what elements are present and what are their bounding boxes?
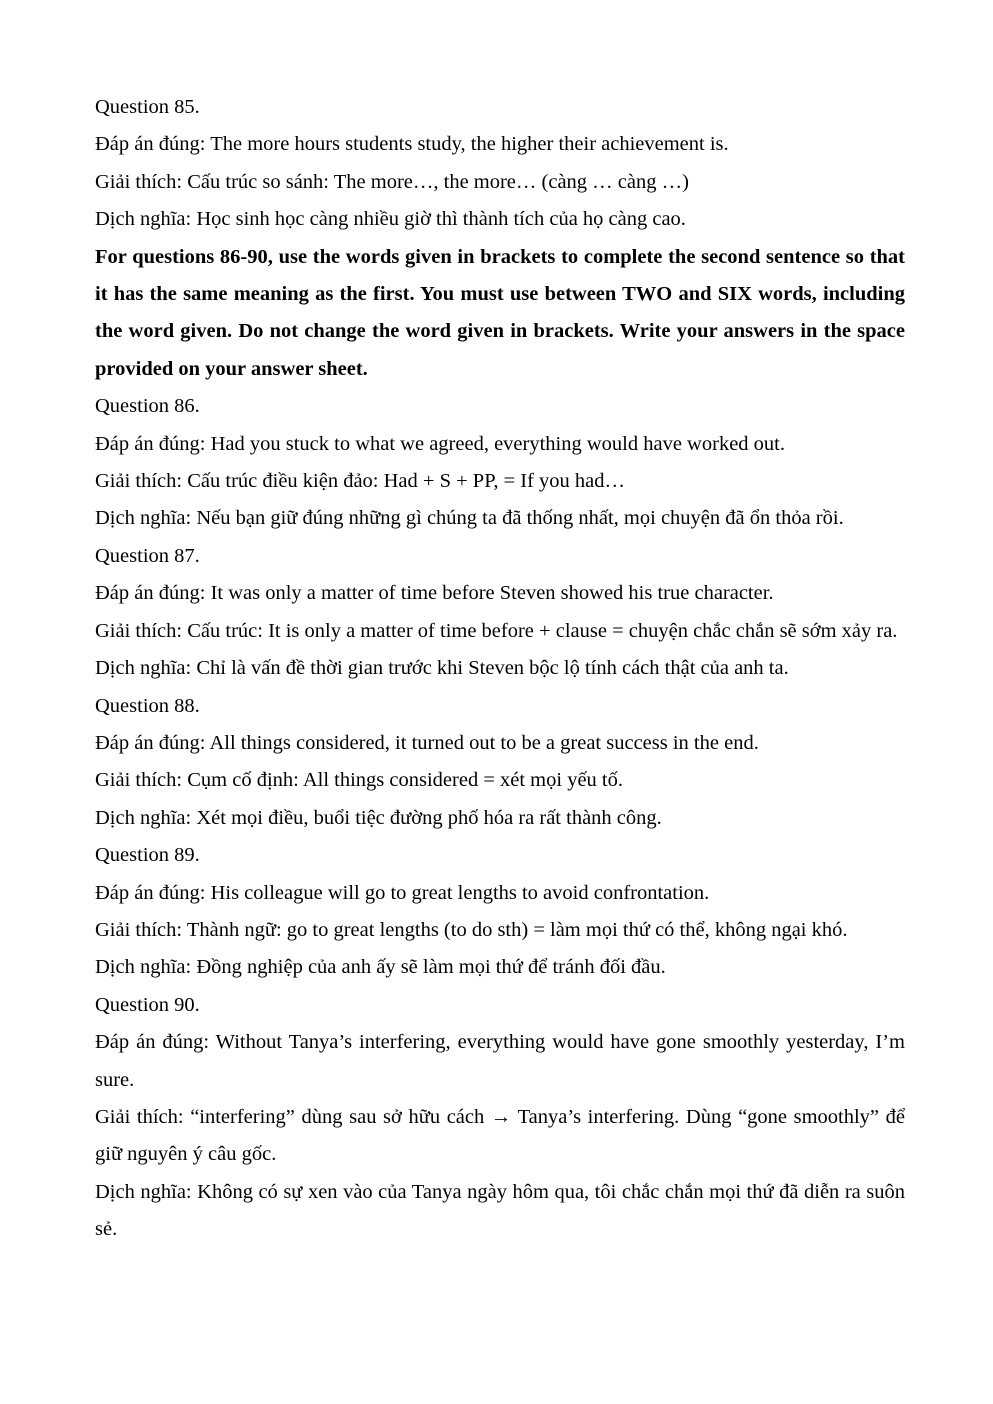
- question-87-block: [95, 538, 905, 688]
- translation: Dịch nghĩa: Không có sự xen vào của Tanya ngày hôm qua, tôi chắc chắn mọi thứ đã diễn ra suôn sẻ.: [95, 1180, 905, 1241]
- section-instructions: For questions 86-90, use the words given in brackets to complete the second sentence so that it has the same meaning as the first. You must use between TWO and SIX words, including the word given. Do not change the word given in brackets. Write your answers in the space provided on your answer sheet.: [95, 245, 905, 380]
- translation: Dịch nghĩa: Xét mọi điều, buổi tiệc đường phố hóa ra rất thành công.: [95, 806, 662, 829]
- correct-answer: Đáp án đúng: The more hours students study, the higher their achievement is.: [95, 133, 729, 156]
- explanation: Giải thích: Cấu trúc so sánh: The more…, the more… (càng … càng …): [95, 170, 689, 193]
- explanation: Giải thích: Cụm cố định: All things considered = xét mọi yếu tố.: [95, 769, 623, 792]
- question-heading: Question 90.: [95, 993, 200, 1016]
- question-89-block: [95, 837, 905, 987]
- correct-answer: Đáp án đúng: His colleague will go to great lengths to avoid confrontation.: [95, 881, 710, 904]
- question-86-block: [95, 388, 905, 538]
- translation: Dịch nghĩa: Học sinh học càng nhiều giờ thì thành tích của họ càng cao.: [95, 208, 686, 231]
- explanation: Giải thích: “interfering” dùng sau sở hữu cách → Tanya’s interfering. Dùng “gone smoothly” để giữ nguyên ý câu gốc.: [95, 1105, 905, 1166]
- question-85-block: [95, 89, 905, 239]
- explanation: Giải thích: Cấu trúc: It is only a matter of time before + clause = chuyện chắc chắn sẽ sớm xảy ra.: [95, 619, 898, 642]
- document-page: [95, 89, 905, 1249]
- translation: Dịch nghĩa: Nếu bạn giữ đúng những gì chúng ta đã thống nhất, mọi chuyện đã ổn thỏa rồi.: [95, 507, 844, 530]
- translation: Dịch nghĩa: Chỉ là vấn đề thời gian trước khi Steven bộc lộ tính cách thật của anh ta.: [95, 657, 789, 680]
- question-90-block: [95, 987, 905, 1249]
- correct-answer: Đáp án đúng: All things considered, it turned out to be a great success in the end.: [95, 731, 759, 754]
- correct-answer: Đáp án đúng: Without Tanya’s interfering, everything would have gone smoothly yesterday, I’m sure.: [95, 1031, 905, 1091]
- correct-answer: Đáp án đúng: It was only a matter of time before Steven showed his true character.: [95, 582, 774, 605]
- question-heading: Question 89.: [95, 844, 200, 867]
- question-heading: Question 87.: [95, 544, 200, 567]
- explanation: Giải thích: Cấu trúc điều kiện đảo: Had + S + PP, = If you had…: [95, 470, 626, 493]
- translation: Dịch nghĩa: Đồng nghiệp của anh ấy sẽ làm mọi thứ để tránh đối đầu.: [95, 956, 666, 979]
- question-heading: Question 85.: [95, 96, 200, 118]
- question-88-block: [95, 688, 905, 838]
- question-heading: Question 86.: [95, 395, 200, 418]
- question-heading: Question 88.: [95, 694, 200, 717]
- explanation: Giải thích: Thành ngữ: go to great lengths (to do sth) = làm mọi thứ có thể, không ngại khó.: [95, 918, 848, 941]
- correct-answer: Đáp án đúng: Had you stuck to what we agreed, everything would have worked out.: [95, 432, 785, 455]
